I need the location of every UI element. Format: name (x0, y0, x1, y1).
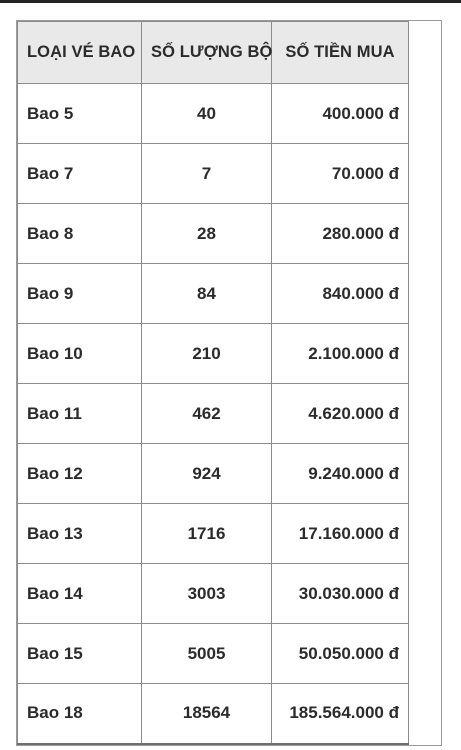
table-row (18, 204, 409, 264)
quantity-cell: 1716 (142, 504, 272, 564)
table-row (18, 384, 409, 444)
table-body (18, 84, 409, 744)
table-row (18, 144, 409, 204)
ticket-type-cell: Bao 15 (18, 624, 142, 684)
price-cell: 2.100.000 đ (272, 324, 409, 384)
price-cell: 9.240.000 đ (272, 444, 409, 504)
ticket-type-cell: Bao 7 (18, 144, 142, 204)
quantity-cell: 3003 (142, 564, 272, 624)
table-row (18, 324, 409, 384)
table-row (18, 504, 409, 564)
table-row (18, 84, 409, 144)
table-row (18, 564, 409, 624)
ticket-type-cell: Bao 9 (18, 264, 142, 324)
table-header (18, 22, 409, 84)
price-cell: 4.620.000 đ (272, 384, 409, 444)
top-divider (0, 0, 461, 3)
price-cell: 840.000 đ (272, 264, 409, 324)
ticket-price-table (17, 21, 409, 745)
quantity-cell: 210 (142, 324, 272, 384)
ticket-type-cell: Bao 8 (18, 204, 142, 264)
table-row (18, 624, 409, 684)
price-cell: 17.160.000 đ (272, 504, 409, 564)
quantity-cell: 18564 (142, 684, 272, 744)
quantity-cell: 40 (142, 84, 272, 144)
quantity-cell: 84 (142, 264, 272, 324)
ticket-type-cell: Bao 14 (18, 564, 142, 624)
price-cell: 30.030.000 đ (272, 564, 409, 624)
ticket-type-cell: Bao 5 (18, 84, 142, 144)
ticket-type-cell: Bao 12 (18, 444, 142, 504)
table-row (18, 444, 409, 504)
ticket-type-cell: Bao 13 (18, 504, 142, 564)
table-row (18, 264, 409, 324)
ticket-type-cell: Bao 10 (18, 324, 142, 384)
price-cell: 400.000 đ (272, 84, 409, 144)
quantity-cell: 924 (142, 444, 272, 504)
ticket-type-cell: Bao 11 (18, 384, 142, 444)
column-header-price: SỐ TIỀN MUA (272, 22, 409, 84)
quantity-cell: 28 (142, 204, 272, 264)
price-cell: 70.000 đ (272, 144, 409, 204)
header-row (18, 22, 409, 84)
table-row (18, 684, 409, 744)
quantity-cell: 5005 (142, 624, 272, 684)
price-cell: 280.000 đ (272, 204, 409, 264)
ticket-type-cell: Bao 18 (18, 684, 142, 744)
price-cell: 50.050.000 đ (272, 624, 409, 684)
quantity-cell: 7 (142, 144, 272, 204)
quantity-cell: 462 (142, 384, 272, 444)
column-header-ticket-type: LOẠI VÉ BAO (18, 22, 142, 84)
price-cell: 185.564.000 đ (272, 684, 409, 744)
column-header-quantity: SỐ LƯỢNG BỘ (142, 22, 272, 84)
